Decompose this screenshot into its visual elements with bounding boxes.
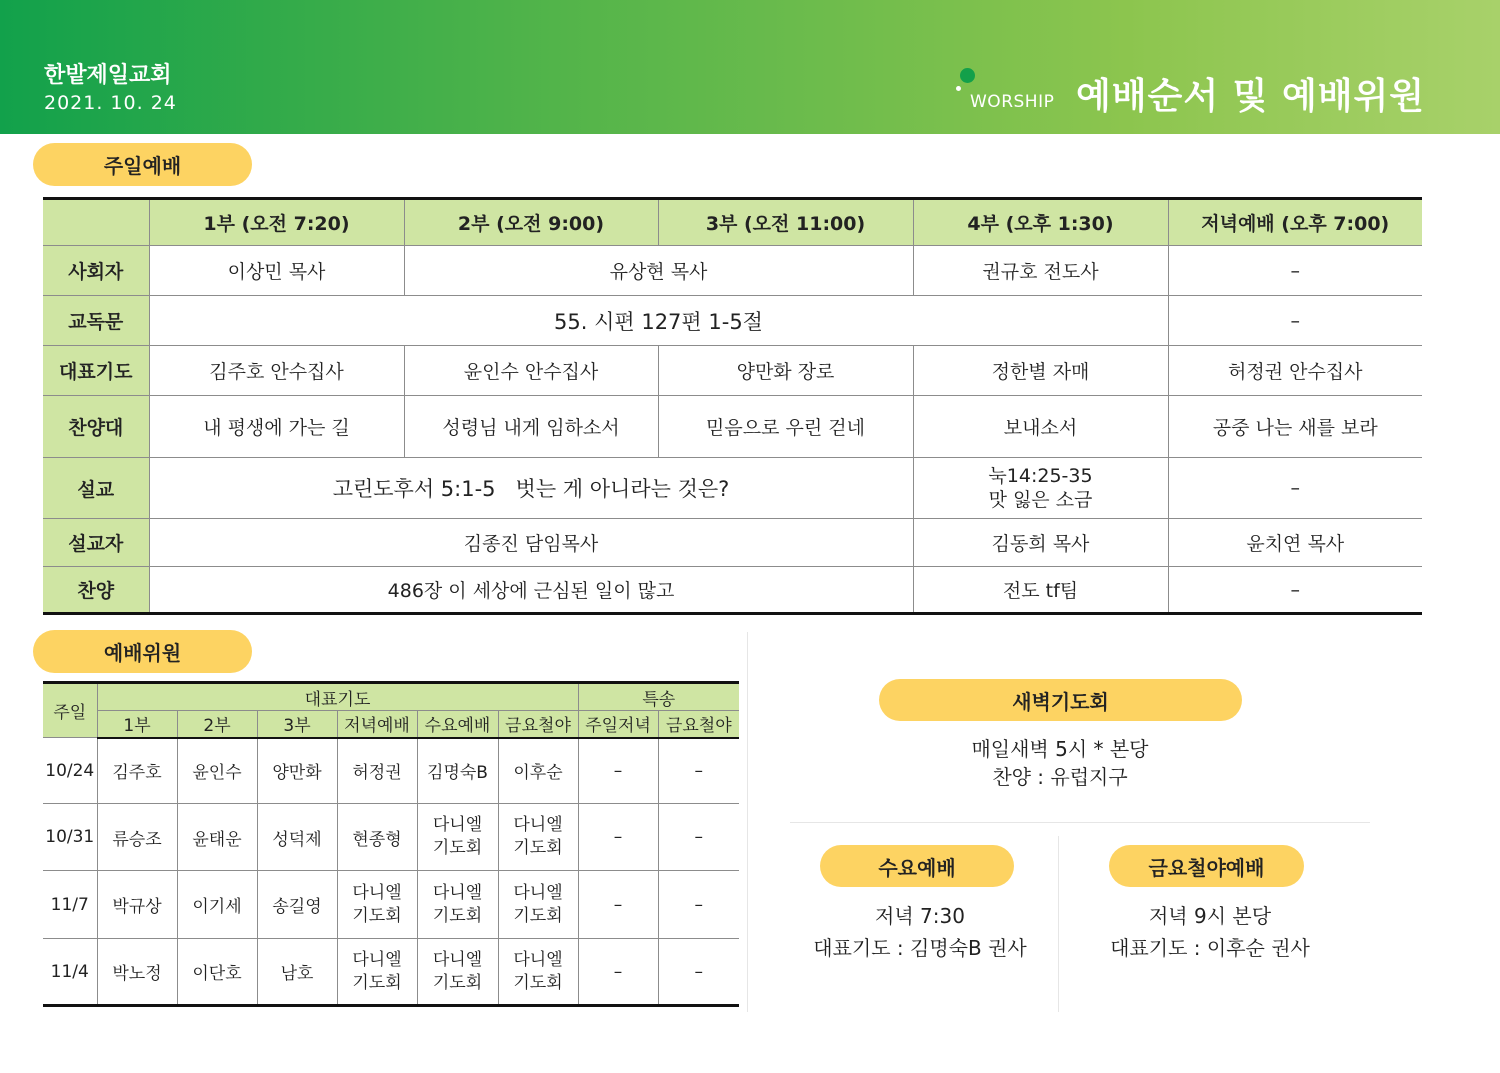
table-cell (177, 804, 257, 871)
cell-line: 박노정 (112, 964, 162, 984)
row-label: 설교 (43, 458, 149, 519)
page-header (0, 0, 1500, 134)
date-cell: 10/31 (43, 804, 97, 871)
sub-header: 수요예배 (417, 711, 498, 738)
table-cell: 내 평생에 가는 길 (149, 396, 404, 458)
column-divider (747, 632, 748, 1012)
table-cell (257, 804, 337, 871)
table-cell (337, 804, 417, 871)
friday-prayer: 대표기도 : 이후순 권사 (1110, 936, 1310, 960)
table-cell: – (1168, 296, 1422, 346)
table-cell (257, 871, 337, 939)
cell-line: 기도회 (513, 905, 563, 926)
table-cell (97, 939, 177, 1006)
table-cell (97, 871, 177, 939)
table-cell: 김동희 목사 (913, 519, 1168, 567)
dawn-prayer-time: 매일새벽 5시 * 본당 (971, 737, 1149, 761)
table-cell (658, 804, 739, 871)
column-header: 1부 (오전 7:20) (149, 199, 404, 246)
sub-header: 주일저녁 (578, 711, 658, 738)
table-cell (578, 871, 658, 939)
sub-header: 저녁예배 (337, 711, 417, 738)
table-row (43, 738, 739, 804)
table-cell: 권규호 전도사 (913, 246, 1168, 296)
cell-line: 류승조 (112, 829, 162, 850)
sunday-service-table (43, 197, 1422, 615)
wednesday-info (780, 900, 1060, 964)
table-cell (498, 804, 578, 871)
table-cell: 믿음으로 우린 걷네 (658, 396, 913, 458)
table-cell: – (1168, 458, 1422, 519)
cell-line: 박규상 (112, 897, 162, 917)
sub-header: 금요철야 (658, 711, 739, 738)
table-cell (417, 804, 498, 871)
table-cell: 성령님 내게 임하소서 (404, 396, 658, 458)
date-cell: 11/4 (43, 939, 97, 1006)
table-row (43, 346, 1422, 396)
table-cell (257, 939, 337, 1006)
table-cell (97, 804, 177, 871)
cell-line: 다니엘 (352, 882, 402, 903)
cell-line: – (694, 760, 704, 781)
table-row (43, 246, 1422, 296)
cell-line: 남호 (280, 964, 314, 984)
dawn-prayer-heading: 새벽기도회 (879, 679, 1242, 721)
date-cell: 11/7 (43, 871, 97, 939)
cell-line: 성덕제 (272, 829, 322, 850)
cell-line: 기도회 (513, 838, 563, 858)
cell-line: 송길영 (272, 897, 322, 917)
row-label: 사회자 (43, 246, 149, 296)
table-cell: 윤치연 목사 (1168, 519, 1422, 567)
table-row (43, 396, 1422, 458)
cell-line: – (613, 760, 623, 781)
table-row (43, 519, 1422, 567)
cell-line: 기도회 (432, 972, 483, 993)
cell-line: 이단호 (192, 964, 242, 984)
column-header: 저녁예배 (오후 7:00) (1168, 199, 1422, 246)
friday-service-heading: 금요철야예배 (1109, 845, 1304, 887)
table-cell (417, 871, 498, 939)
row-label: 찬양 (43, 567, 149, 614)
dawn-prayer-info (880, 735, 1240, 791)
table-row (43, 567, 1422, 614)
cell-line: 김명숙B (427, 763, 488, 784)
table-cell (177, 939, 257, 1006)
header-small-dot-icon (956, 86, 961, 91)
table-row (43, 871, 739, 939)
cell-line: 이후순 (513, 763, 563, 784)
table-row (43, 939, 739, 1006)
table-cell: 허정권 안수집사 (1168, 346, 1422, 396)
table-cell (578, 738, 658, 804)
cell-line: 기도회 (432, 905, 483, 926)
column-header: 4부 (오후 1:30) (913, 199, 1168, 246)
cell-line: 허정권 (352, 763, 402, 784)
cell-line: 기도회 (513, 972, 563, 993)
cell-line: 현종형 (352, 829, 402, 850)
row-label: 찬양대 (43, 396, 149, 458)
page-title: 예배순서 및 예배위원 (1076, 76, 1426, 117)
table-cell (913, 458, 1168, 519)
table-cell: 공중 나는 새를 보라 (1168, 396, 1422, 458)
table-cell: 55. 시편 127편 1-5절 (149, 296, 1168, 346)
row-label: 교독문 (43, 296, 149, 346)
sunday-header: 주일 (43, 683, 97, 738)
sunday-service-heading: 주일예배 (33, 143, 252, 186)
table-cell (337, 738, 417, 804)
table-cell: 전도 tf팀 (913, 567, 1168, 614)
table-cell: 양만화 장로 (658, 346, 913, 396)
table-cell: 486장 이 세상에 근심된 일이 많고 (149, 567, 913, 614)
church-name: 한밭제일교회 (44, 63, 172, 88)
cell-line: – (694, 827, 704, 847)
cell-line: – (694, 961, 704, 982)
sub-header: 1부 (97, 711, 177, 738)
prayer-group-header: 대표기도 (97, 683, 578, 711)
cell-line: 다니엘 (513, 815, 563, 835)
cell-line: – (694, 894, 704, 915)
table-cell (417, 738, 498, 804)
cell-line: 윤태운 (192, 829, 242, 850)
friday-info (1070, 900, 1350, 964)
sub-header: 2부 (177, 711, 257, 738)
cell-line: – (613, 961, 623, 982)
cell-line: 다니엘 (432, 882, 483, 903)
table-cell: – (1168, 567, 1422, 614)
date-cell: 10/24 (43, 738, 97, 804)
cell-line: 다니엘 (352, 949, 402, 970)
table-cell (498, 939, 578, 1006)
table-cell: 정한별 자매 (913, 346, 1168, 396)
table-cell: 고린도후서 5:1-5 벗는 게 아니라는 것은? (149, 458, 913, 519)
table-cell (658, 871, 739, 939)
table-cell (658, 939, 739, 1006)
column-header: 2부 (오전 9:00) (404, 199, 658, 246)
table-cell (578, 804, 658, 871)
table-cell (337, 939, 417, 1006)
cell-line: 김주호 (112, 763, 162, 784)
table-cell: 이상민 목사 (149, 246, 404, 296)
table-cell (177, 738, 257, 804)
row-label: 설교자 (43, 519, 149, 567)
wednesday-time: 저녁 7:30 (875, 904, 965, 928)
cell-line: 이기세 (192, 897, 242, 917)
table-cell (417, 939, 498, 1006)
cell-line: 기도회 (352, 972, 402, 993)
table-cell: 김주호 안수집사 (149, 346, 404, 396)
row-label: 대표기도 (43, 346, 149, 396)
cell-line: 기도회 (432, 838, 483, 858)
committee-heading: 예배위원 (33, 630, 252, 673)
bulletin-date: 2021. 10. 24 (44, 92, 177, 114)
table-cell (498, 738, 578, 804)
worship-label: WORSHIP (970, 92, 1055, 112)
table-cell: – (1168, 246, 1422, 296)
table-cell (257, 738, 337, 804)
special-song-header: 특송 (578, 683, 739, 711)
header-dot-icon (960, 68, 975, 83)
wednesday-service-heading: 수요예배 (820, 845, 1014, 887)
committee-table (43, 681, 739, 1007)
cell-line: 다니엘 (432, 949, 483, 970)
table-cell (177, 871, 257, 939)
table-row (43, 296, 1422, 346)
cell-line: – (613, 827, 623, 847)
cell-line: 다니엘 (513, 949, 563, 970)
cell-line: – (613, 894, 623, 915)
table-cell (337, 871, 417, 939)
corner-cell (43, 199, 149, 246)
table-row (43, 804, 739, 871)
table-cell (658, 738, 739, 804)
cell-line: 양만화 (272, 763, 322, 784)
column-header: 3부 (오전 11:00) (658, 199, 913, 246)
row-divider (790, 822, 1370, 823)
cell-line: 다니엘 (513, 882, 563, 903)
sermon-title: 맛 잃은 소금 (988, 489, 1093, 511)
table-cell: 유상현 목사 (404, 246, 913, 296)
dawn-prayer-praise: 찬양 : 유럽지구 (992, 765, 1128, 789)
sub-header: 금요철야 (498, 711, 578, 738)
sub-header: 3부 (257, 711, 337, 738)
table-cell (97, 738, 177, 804)
friday-time: 저녁 9시 본당 (1148, 904, 1272, 928)
table-cell: 윤인수 안수집사 (404, 346, 658, 396)
table-cell (498, 871, 578, 939)
table-cell: 김종진 담임목사 (149, 519, 913, 567)
table-row (43, 458, 1422, 519)
cell-line: 윤인수 (192, 763, 242, 784)
cell-line: 기도회 (352, 905, 402, 926)
table-cell (578, 939, 658, 1006)
cell-line: 다니엘 (432, 815, 483, 835)
table-cell: 보내소서 (913, 396, 1168, 458)
sermon-passage: 눅14:25-35 (988, 465, 1093, 487)
wednesday-prayer: 대표기도 : 김명숙B 권사 (813, 936, 1027, 960)
